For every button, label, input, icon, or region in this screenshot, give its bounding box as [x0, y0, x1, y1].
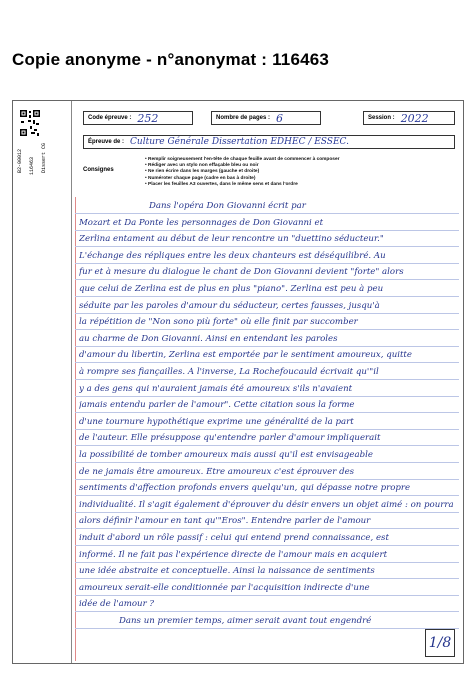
handwritten-line: la possibilité de tomber amoureux mais aussi qu'il est envisageable: [79, 450, 373, 460]
page-title: Copie anonyme - n°anonymat : 116463: [12, 50, 330, 69]
handwritten-line: sentiments d'affection profonds envers quelqu'un, qui dépasse notre propre: [79, 483, 411, 494]
strip-number: 116463: [29, 157, 35, 176]
handwritten-line: de l'auteur. Elle présuppose qu'entendre parler d'amour impliquerait: [79, 433, 381, 444]
handwritten-line: la répétition de "Non sono più forte" où elle finit par succomber: [79, 317, 358, 328]
ruled-line: [75, 396, 459, 397]
ruled-line: [75, 595, 459, 596]
header: [75, 107, 457, 189]
handwritten-line: d'amour du libertin, Zerlina est emportée par le sentiment amoureux, quitte: [79, 350, 412, 361]
ruled-writing-area: [75, 197, 459, 661]
ruled-line: [75, 611, 459, 612]
ruled-line: [75, 263, 459, 264]
ruled-line: [75, 545, 459, 546]
nombre-pages-label: Nombre de pages :: [216, 115, 271, 121]
epreuve-box: [83, 135, 455, 149]
ruled-line: [75, 412, 459, 413]
handwritten-line: Zerlina entament au début de leur rencontre un "duettino séducteur.": [79, 234, 384, 245]
ruled-line: [75, 445, 459, 446]
ruled-line: [75, 230, 459, 231]
handwritten-line: Dans un premier temps, aimer serait avant tout engendré: [119, 616, 372, 626]
consignes-list: [145, 157, 340, 188]
handwritten-line: que celui de Zerlina est de plus en plus "piano". Zerlina est peu à peu: [79, 284, 384, 294]
nombre-pages-value: 6: [276, 111, 284, 125]
ruled-line: [75, 462, 459, 463]
ruled-line: [75, 346, 459, 347]
ruled-line: [75, 329, 459, 330]
ruled-line: [75, 362, 459, 363]
handwritten-line: informé. Il ne fait pas l'expérience directe de l'amour mais en acquiert: [79, 549, 388, 560]
handwritten-line: jamais entendu parler de l'amour". Cette citation sous la forme: [79, 400, 355, 411]
handwritten-line: L'échange des répliques entre les deux chanteurs est déséquilibré. Au: [79, 250, 386, 261]
ruled-line: [75, 429, 459, 430]
handwritten-line: amoureux serait-elle conditionnée par l'acquisition indirecte d'une: [79, 582, 370, 593]
nombre-pages-box: [211, 111, 321, 125]
session-value: 2022: [400, 111, 429, 125]
ruled-line: [75, 296, 459, 297]
ruled-line: [75, 562, 459, 563]
handwritten-line: induit d'abord un rôle passif : celui qui entend prend connaissance, est: [79, 533, 389, 543]
exam-sheet: [12, 100, 464, 664]
code-epreuve-label: Code épreuve :: [88, 115, 132, 121]
ruled-line: [75, 512, 459, 513]
consigne-item: • Remplir soigneusement l'en-tête de chaque feuille avant de commencer à composer: [145, 157, 340, 163]
consigne-item: • Numéroter chaque page (cadre en bas à droite): [145, 176, 340, 182]
strip-code: B2-00012: [17, 149, 23, 174]
ruled-line: [75, 528, 459, 529]
handwritten-line: de ne jamais être amoureux. Être amoureux c'est éprouver des: [79, 466, 355, 477]
handwritten-line: Mozart et Da Ponte les personnages de Don Giovanni et: [79, 217, 324, 228]
code-epreuve-value: 252: [137, 111, 159, 125]
ruled-line: [75, 213, 459, 214]
code-epreuve-box: [83, 111, 193, 125]
qr-code-icon: [19, 109, 41, 137]
handwritten-line: à rompre ses fiançailles. À l'inverse, La Rochefoucauld écrivait qu'"il: [79, 367, 379, 377]
page-number-box: 1/8: [425, 629, 455, 657]
handwritten-line: fur et à mesure du dialogue le chant de Don Giovanni devient "forte" alors: [79, 267, 404, 278]
ruled-line: [75, 479, 459, 480]
handwritten-line: d'une tournure hypothétique exprime une généralité de la part: [79, 416, 354, 427]
handwritten-line: au charme de Don Giovanni. Ainsi en entendant les paroles: [79, 333, 338, 344]
strip-label: Dissert CG: [41, 143, 47, 174]
epreuve-label: Épreuve de :: [88, 139, 125, 145]
ruled-line: [75, 379, 459, 380]
handwritten-line: Dans l'opéra Don Giovanni écrit par: [149, 201, 306, 211]
consignes-label: Consignes: [83, 167, 114, 173]
handwritten-line: séduite par les paroles d'amour du séducteur, certes fausses, jusqu'à: [79, 300, 380, 311]
consigne-item: • Placer les feuilles A3 ouvertes, dans le même sens et dans l'ordre: [145, 182, 340, 188]
handwritten-line: une idée abstraite et conceptuelle. Ainsi la naissance de sentiments: [79, 566, 375, 577]
ruled-line: [75, 628, 459, 629]
ruled-line: [75, 279, 459, 280]
epreuve-value: Culture Générale Dissertation EDHEC / ESSEC.: [130, 137, 349, 147]
session-label: Session :: [368, 115, 395, 121]
ruled-line: [75, 578, 459, 579]
consigne-item: • Ne rien écrire dans les marges (gauche et droite): [145, 169, 340, 175]
ruled-line: [75, 246, 459, 247]
session-box: [363, 111, 455, 125]
consigne-item: • Rédiger avec un stylo non effaçable bleu ou noir: [145, 163, 340, 169]
handwritten-line: idée de l'amour ?: [79, 599, 155, 610]
handwritten-line: individualité. Il s'agit également d'éprouver du désir envers un objet aimé : on pourra: [79, 499, 454, 510]
ruled-line: [75, 495, 459, 496]
handwritten-line: alors définir l'amour en tant qu'"Éros". Entendre parler de l'amour: [79, 516, 371, 527]
left-strip: [13, 101, 72, 663]
ruled-line: [75, 313, 459, 314]
handwritten-line: y a des gens qui n'auraient jamais été amoureux s'ils n'avaient: [79, 383, 353, 394]
